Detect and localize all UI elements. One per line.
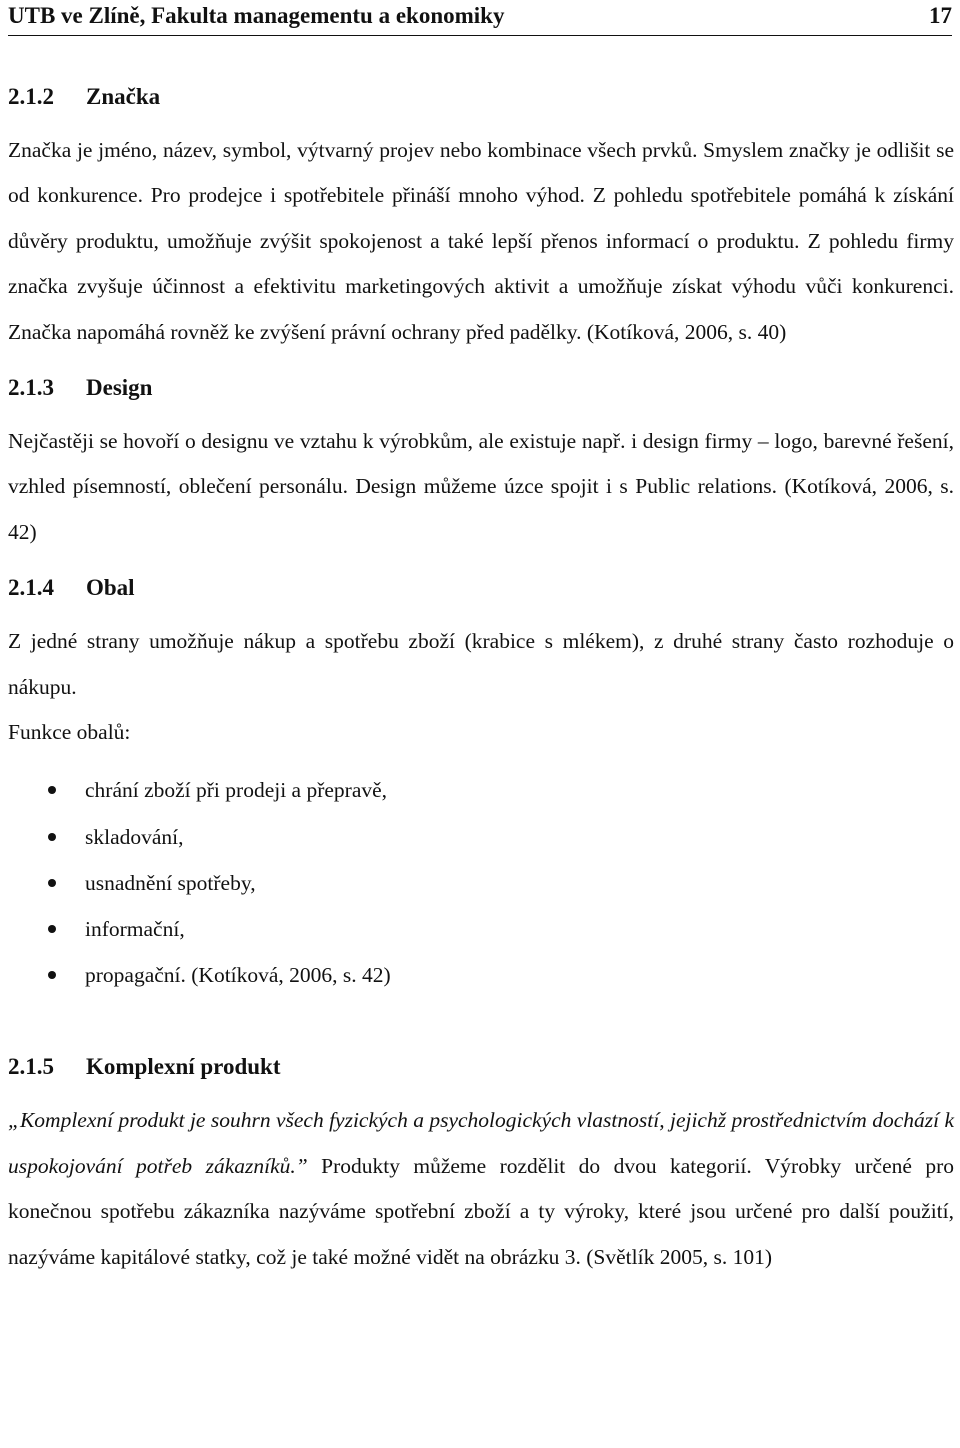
spacer [8,755,954,767]
paragraph-design: Nejčastěji se hovoří o designu ve vztahu k výrobkům, ale existuje např. i design firmy – logo, barevné řešení, vzhled písemností, oblečení personálu. Design můžeme úzce spojit i s Public relations. (Kotíková, 2006, s. 42) [8,429,954,544]
list-item-text: informační, [85,917,185,942]
spacer [8,998,954,1054]
list-item [8,906,954,952]
paragraph-komplexni-produkt [8,1098,954,1280]
header-title: UTB ve Zlíně, Fakulta managementu a ekonomiky [8,3,505,28]
section-number: 2.1.3 [8,375,54,401]
section-title: Obal [86,575,135,601]
bullet-icon [48,786,56,794]
paragraph-continuation: Produkty můžeme rozdělit do dvou kategorií. Výrobky určené pro konečnou spotřebu zákazníka nazýváme spotřební zboží a ty výroky, které jsou určené pro další použití, nazýváme kapitálové statky, což je také možné vidět na obrázku 3. (Světlík 2005, s. 101) [8,1153,954,1269]
section-title: Design [86,375,153,401]
section-number: 2.1.2 [8,84,54,109]
section-heading-design [8,375,954,401]
list-item-text: chrání zboží při prodeji a přepravě, [85,778,388,803]
section-title: Značka [86,84,161,109]
bullet-icon [48,925,56,933]
spacer [8,1080,954,1098]
header-divider [8,35,952,36]
running-header [8,0,952,32]
paragraph-funkce-obalu: Funkce obalů: [8,720,131,745]
bullet-list [8,767,954,998]
section-heading-znacka [8,84,954,110]
definition-quote: „Komplexní produkt je souhrn všech fyzických a psychologických vlastností, jejichž prostřednictvím dochází k uspokojování potřeb zákazníků.” [8,1108,954,1178]
spacer [8,601,954,619]
paragraph-znacka: Značka je jméno, název, symbol, výtvarný projev nebo kombinace všech prvků. Smyslem značky je odlišit se od konkurence. Pro prodejce i spotřebitele přináší mnoho výhod. Z pohledu spotřebitele pomáhá k získání důvěry produktu, umožňuje zvýšit spokojenost a také lepší přenos informací o produktu. Z pohledu firmy značka zvyšuje účinnost a efektivitu marketingových aktivit a umožňuje získat výhodu vůči konkurenci. Značka napomáhá rovněž ke zvýšení právní ochrany před padělky. (Kotíková, 2006, s. 40) [8,138,954,344]
section-number: 2.1.4 [8,575,54,601]
list-item [8,860,954,906]
bullet-icon [48,879,56,887]
list-item-text: usnadnění spotřeby, [85,870,256,895]
list-item-text: skladování, [85,824,184,849]
bullet-icon [48,833,56,841]
list-item-text: propagační. (Kotíková, 2006, s. 42) [85,963,391,988]
list-item [8,814,954,860]
list-item [8,952,954,998]
spacer [8,555,954,575]
list-item [8,767,954,813]
paragraph-obal: Z jedné strany umožňuje nákup a spotřebu zboží (krabice s mlékem), z druhé strany často rozhoduje o nákupu. [8,629,954,699]
page-content [8,84,954,1280]
spacer [8,355,954,375]
section-title: Komplexní produkt [86,1054,281,1080]
section-number: 2.1.5 [8,1054,54,1080]
spacer [8,401,954,419]
section-heading-obal [8,575,954,601]
spacer [8,110,954,128]
page-number: 17 [929,3,952,28]
section-heading-komplexni-produkt [8,1054,954,1080]
bullet-icon [48,971,56,979]
